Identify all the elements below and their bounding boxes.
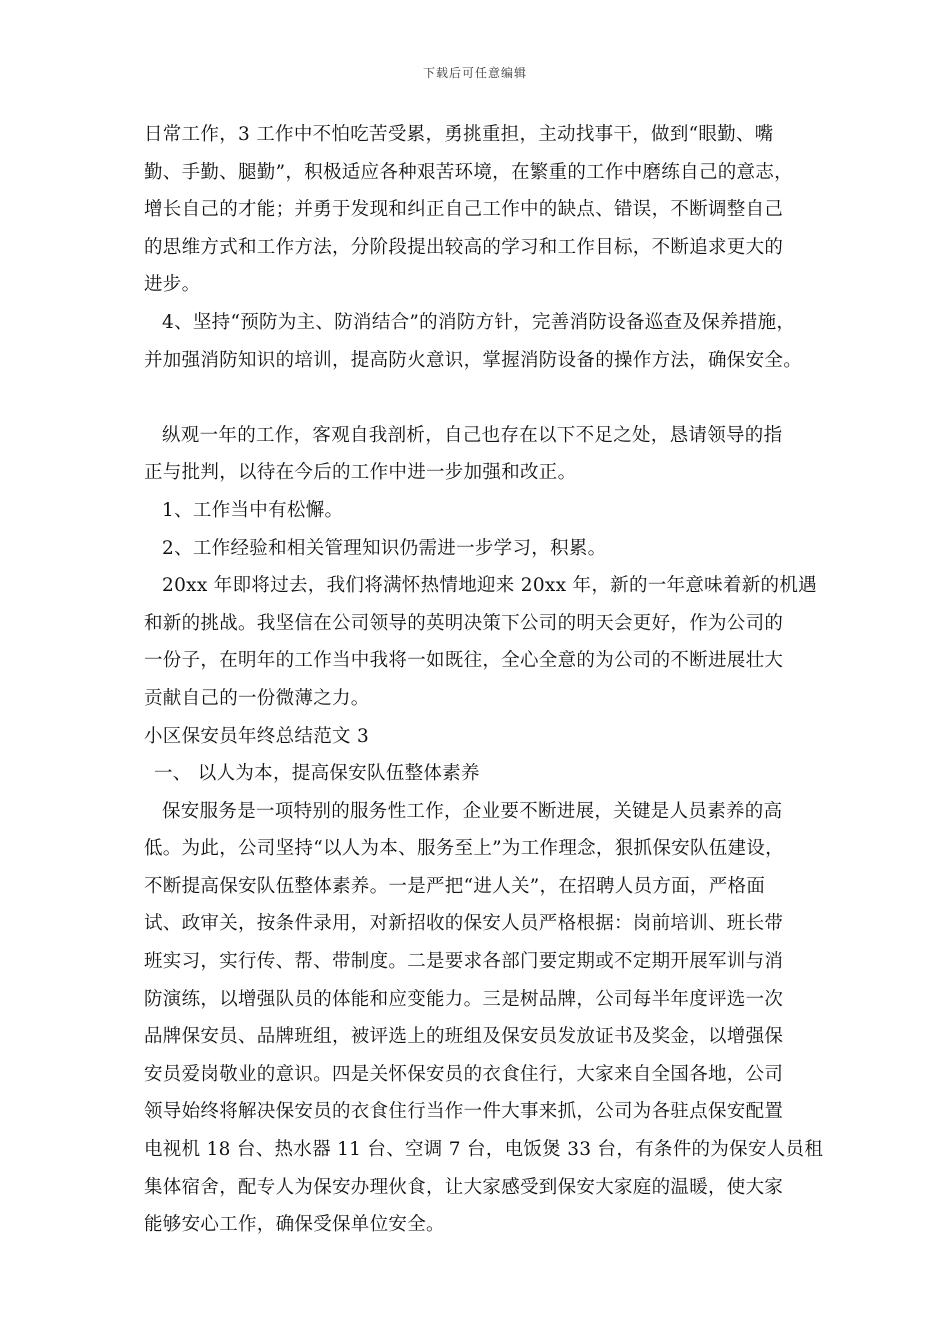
paragraph-line: 集体宿舍，配专人为保安办理伙食，让大家感受到保安大家庭的温暖，使大家: [144, 1176, 784, 1198]
paragraph-line: 并加强消防知识的培训，提高防火意识，掌握消防设备的操作方法，确保安全。: [144, 349, 803, 371]
paragraph-line: 贡献自己的一份微薄之力。: [144, 687, 370, 709]
paragraph-line: 低。为此，公司坚持“以人为本、服务至上”为工作理念，狠抓保安队伍建设，: [144, 838, 784, 860]
paragraph-line: 进步。: [144, 274, 201, 296]
page-header: 下载后可任意编辑: [422, 66, 527, 80]
paragraph-line: 一份子，在明年的工作当中我将一如既往，全心全意的为公司的不断进展壮大: [144, 650, 784, 672]
paragraph-line: 日常工作，3 工作中不怕吃苦受累，勇挑重担，主动找事干，做到“眼勤、嘴: [144, 124, 774, 145]
paragraph-line: 不断提高保安队伍整体素养。一是严把“进人关”，在招聘人员方面，严格面: [144, 875, 766, 897]
paragraph-line: 勤、手勤、腿勤”，积极适应各种艰苦环境，在繁重的工作中磨练自己的意志，: [144, 161, 793, 183]
blank-line: [144, 379, 824, 417]
section-heading: 一、 以人为本，提高保安队伍整体素养: [154, 763, 480, 785]
paragraph-line: 20xx 年即将过去，我们将满怀热情地迎来 20xx 年，新的一年意味着新的机遇: [162, 575, 817, 597]
paragraph-line: 正与批判，以待在今后的工作中进一步加强和改正。: [144, 462, 577, 484]
paragraph-line: 安员爱岗敬业的意识。四是关怀保安员的衣食住行，大家来自全国各地，公司: [144, 1063, 784, 1085]
paragraph-line: 增长自己的才能；并勇于发现和纠正自己工作中的缺点、错误，不断调整自己: [144, 199, 784, 221]
list-item: 4、坚持“预防为主、防消结合”的消防方针，完善消防设备巡查及保养措施，: [162, 311, 796, 333]
paragraph-line: 试、政审关，按条件录用，对新招收的保安人员严格根据：岗前培训、班长带: [144, 913, 784, 935]
paragraph-line: 品牌保安员、品牌班组，被评选上的班组及保安员发放证书及奖金，以增强保: [144, 1026, 784, 1048]
paragraph-line: 纵观一年的工作，客观自我剖析，自己也存在以下不足之处，恳请领导的指: [162, 424, 783, 446]
paragraph-line: 能够安心工作，确保受保单位安全。: [144, 1214, 445, 1236]
paragraph-line: 电视机 18 台、热水器 11 台、空调 7 台，电饭煲 33 台，有条件的为保安人员租: [144, 1139, 824, 1161]
paragraph-line: 的思维方式和工作方法，分阶段提出较高的学习和工作目标，不断追求更大的: [144, 236, 784, 258]
paragraph-line: 防演练，以增强队员的体能和应变能力。三是树品牌，公司每半年度评选一次: [144, 988, 784, 1010]
paragraph-line: 班实习，实行传、帮、带制度。二是要求各部门要定期或不定期开展军训与消: [144, 951, 784, 973]
list-item: 1、工作当中有松懈。: [162, 499, 344, 521]
section-title: 小区保安员年终总结范文 3: [144, 725, 370, 747]
list-item: 2、工作经验和相关管理知识仍需进一步学习，积累。: [162, 537, 607, 559]
paragraph-line: 保安服务是一项特别的服务性工作，企业要不断进展，关键是人员素养的高: [162, 800, 783, 822]
paragraph-line: 领导始终将解决保安员的衣食住行当作一件大事来抓，公司为各驻点保安配置: [144, 1101, 784, 1123]
document-body: [144, 116, 824, 1244]
paragraph-line: 和新的挑战。我坚信在公司领导的英明决策下公司的明天会更好，作为公司的: [144, 612, 784, 634]
